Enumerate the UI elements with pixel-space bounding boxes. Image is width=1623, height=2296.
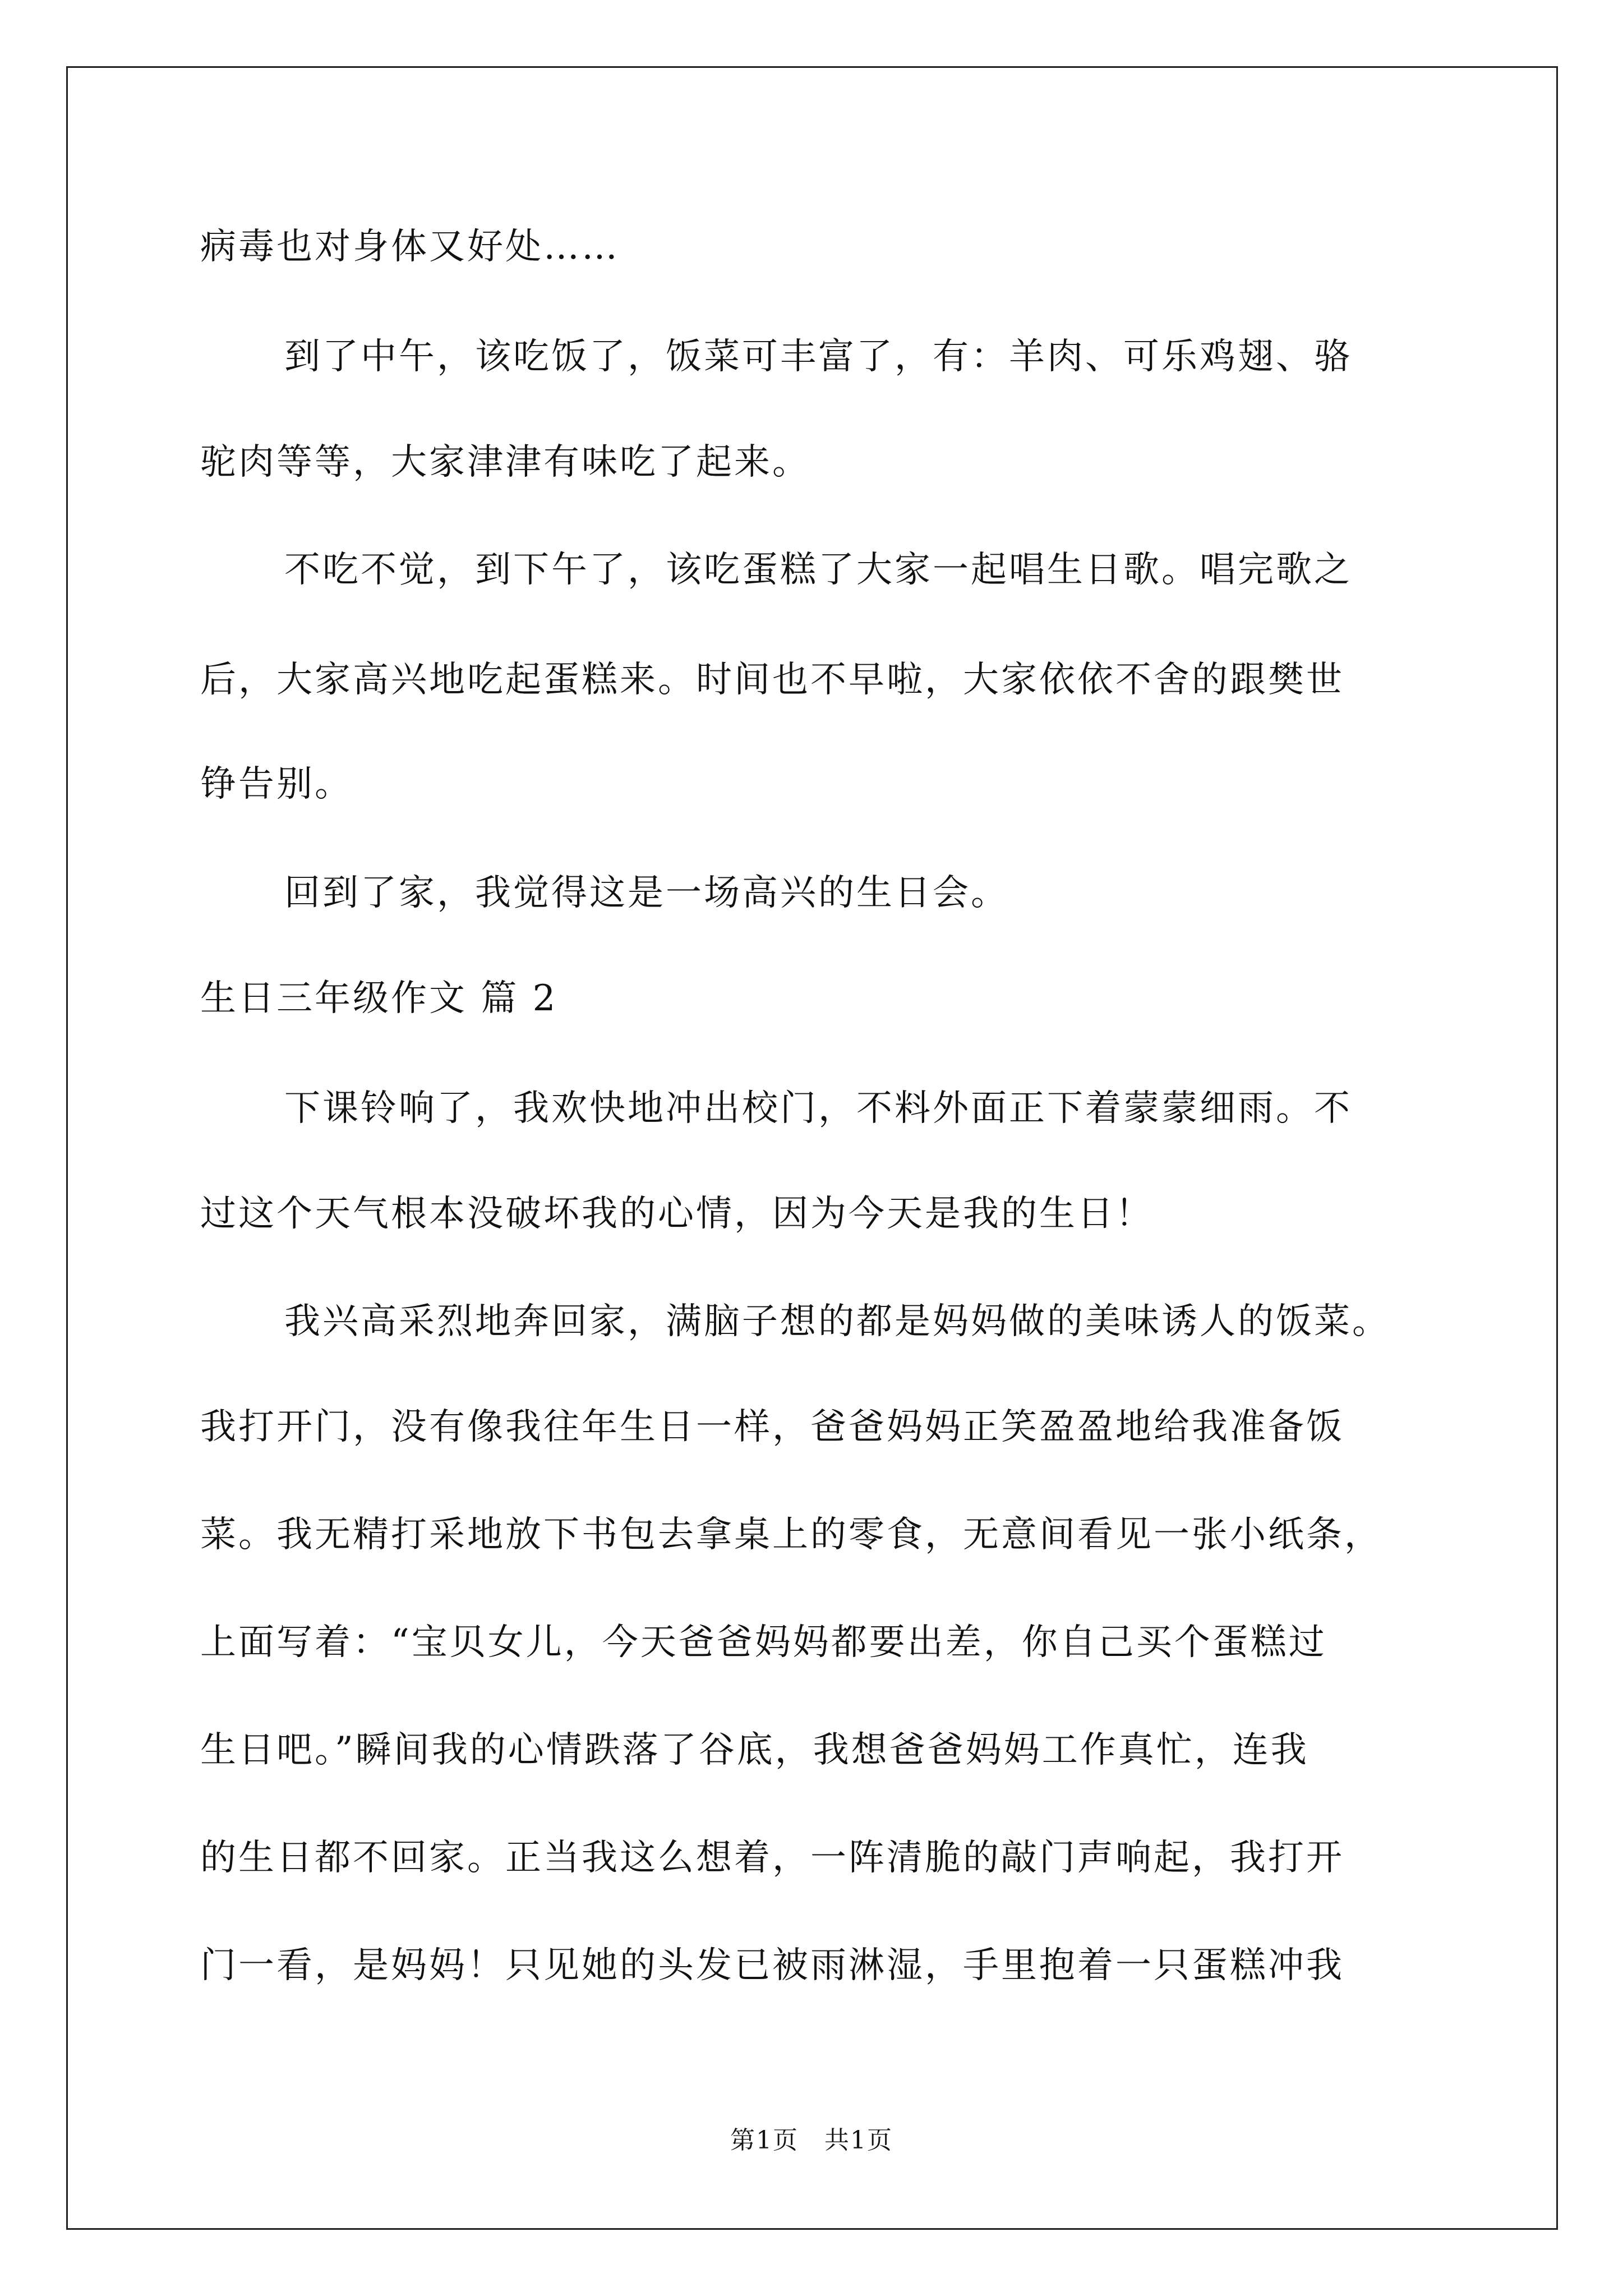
body-line: 铮告别。 xyxy=(200,763,353,805)
section-heading: 生日三年级作文 篇 2 xyxy=(200,978,558,1019)
page-footer: 第1页 共1页 xyxy=(730,2126,893,2155)
body-line: 后，大家高兴地吃起蛋糕来。时间也不早啦，大家依依不舍的跟樊世 xyxy=(200,659,1344,701)
body-line: 到了中午，该吃饭了，饭菜可丰富了，有：羊肉、可乐鸡翅、骆 xyxy=(284,336,1352,378)
body-line: 回到了家，我觉得这是一场高兴的生日会。 xyxy=(284,872,1009,914)
body-line: 过这个天气根本没破坏我的心情，因为今天是我的生日！ xyxy=(200,1193,1154,1235)
body-line: 下课铃响了，我欢快地冲出校门，不料外面正下着蒙蒙细雨。不 xyxy=(284,1088,1352,1129)
body-line: 病毒也对身体又好处…… xyxy=(200,226,620,268)
body-line: 菜。我无精打采地放下书包去拿桌上的零食，无意间看见一张小纸条， xyxy=(200,1514,1382,1556)
body-line: 我打开门，没有像我往年生日一样，爸爸妈妈正笑盈盈地给我准备饭 xyxy=(200,1406,1344,1448)
page-border xyxy=(66,66,1558,2230)
body-line: 驼肉等等，大家津津有味吃了起来。 xyxy=(200,441,810,483)
body-line: 生日吧。”瞬间我的心情跌落了谷底，我想爸爸妈妈工作真忙，连我 xyxy=(200,1729,1309,1771)
body-line: 不吃不觉，到下午了，该吃蛋糕了大家一起唱生日歌。唱完歌之 xyxy=(284,549,1352,591)
body-line: 我兴高采烈地奔回家，满脑子想的都是妈妈做的美味诱人的饭菜。 xyxy=(284,1301,1390,1342)
body-line: 门一看，是妈妈！只见她的头发已被雨淋湿，手里抱着一只蛋糕冲我 xyxy=(200,1945,1344,1986)
body-line: 的生日都不回家。正当我这么想着，一阵清脆的敲门声响起，我打开 xyxy=(200,1837,1344,1879)
body-line: 上面写着：“宝贝女儿，今天爸爸妈妈都要出差，你自己买个蛋糕过 xyxy=(200,1622,1327,1663)
